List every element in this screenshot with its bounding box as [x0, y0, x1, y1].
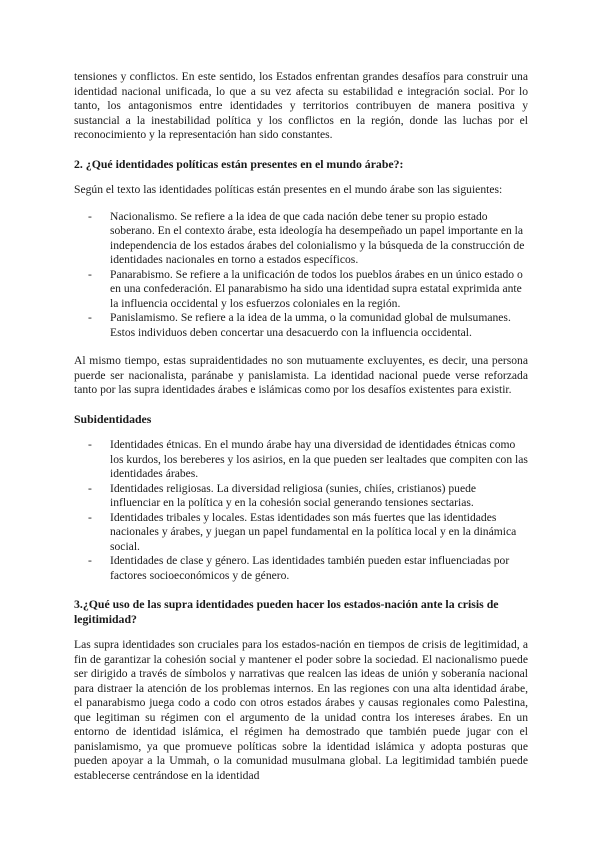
section-2-lead: Según el texto las identidades políticas están presentes en el mundo árabe son las siguientes:	[74, 183, 503, 196]
section-2-heading: 2. ¿Qué identidades políticas están presentes en el mundo árabe?:	[74, 156, 404, 171]
list-item-clase-genero: - Identidades de clase y género. Las identidades también pueden estar influenciadas por factores socioeconómicos y de género.	[74, 554, 528, 583]
subidentidades-heading: Subidentidades	[74, 411, 152, 426]
list-item-panarabismo: - Panarabismo. Se refiere a la unificación de todos los pueblos árabes en un único estado o en una confederación. El panarabismo ha sido una identidad supra estatal exprimida ante la influencia occidental y los esfuerzos coloniales en la región.	[74, 268, 528, 312]
list-item-nacionalismo: - Nacionalismo. Se refiere a la idea de que cada nación debe tener su propio estado soberano. En el contexto árabe, esta ideología ha desempeñado un papel importante en la independencia de los estados árabes del colonialismo y la búsqueda de la construcción de identidades nacionales en torno a estados específicos.	[74, 210, 528, 268]
list-item-etnicas: - Identidades étnicas. En el mundo árabe hay una diversidad de identidades étnicas como los kurdos, los bereberes y los asirios, en la que pueden ser lealtades que compiten con las identidades árabes.	[74, 438, 528, 482]
section-3-heading: 3.¿Qué uso de las supra identidades pueden hacer los estados-nación ante la crisis de legitimidad?	[74, 597, 499, 626]
list-item-religiosas: - Identidades religiosas. La diversidad religiosa (sunies, chiíes, cristianos) puede influenciar en la política y en la cohesión social generando tensiones sectarias.	[74, 482, 528, 511]
section-2-closing: Al mismo tiempo, estas supraidentidades no son mutuamente excluyentes, es decir, una persona puerde ser nacionalista, paránabe y panislamista. La identidad nacional puede verse reforzada tanto por las supra identidades árabes e islámicas como por los desafíos existentes para existir.	[74, 354, 528, 396]
document-page	[74, 70, 528, 783]
list-item-tribales: - Identidades tribales y locales. Estas identidades son más fuertes que las identidades nacionales y árabes, y juegan un papel fundamental en la política local y en la dinámica social.	[74, 511, 528, 555]
intro-paragraph: tensiones y conflictos. En este sentido, los Estados enfrentan grandes desafíos para construir una identidad nacional unificada, lo que a su vez afecta su estabilidad e integración social. Por lo tanto, los antagonismos entre identidades y territorios contribuyen de manera positiva y sustancial a la inestabilidad política y los conflictos en la región, donde las luchas por el reconocimiento y la representación han sido constantes.	[74, 70, 528, 141]
list-item-panislamismo: - Panislamismo. Se refiere a la idea de la umma, o la comunidad global de mulsumanes. Estos individuos deben concertar una desacuerdo con la influencia occidental.	[74, 311, 528, 340]
subidentities-list	[74, 438, 528, 583]
political-identities-list	[74, 210, 528, 341]
section-3-body: Las supra identidades son cruciales para los estados-nación en tiempos de crisis de legitimidad, a fin de garantizar la cohesión social y mantener el poder sobre la sociedad. El nacionalismo puede ser dirigido a través de símbolos y narrativas que realcen las ideas de unión y soberanía nacional para distraer la atención de los problemas internos. En las regiones con una alta identidad árabe, el panarabismo juega codo a codo con otros estados árabes y causas regionales como Palestina, que legitiman su régimen con el argumento de la unidad contra los intereses árabes. En un entorno de identidad islámica, el régimen ha demostrado que también puede jugar con el panislamismo, ya que promueve políticas sobre la identidad islámica y adopta posturas que pueden apoyar a la Ummah, o la comunidad musulmana global. La legitimidad también puede establecerse centrándose en la identidad	[74, 638, 528, 782]
